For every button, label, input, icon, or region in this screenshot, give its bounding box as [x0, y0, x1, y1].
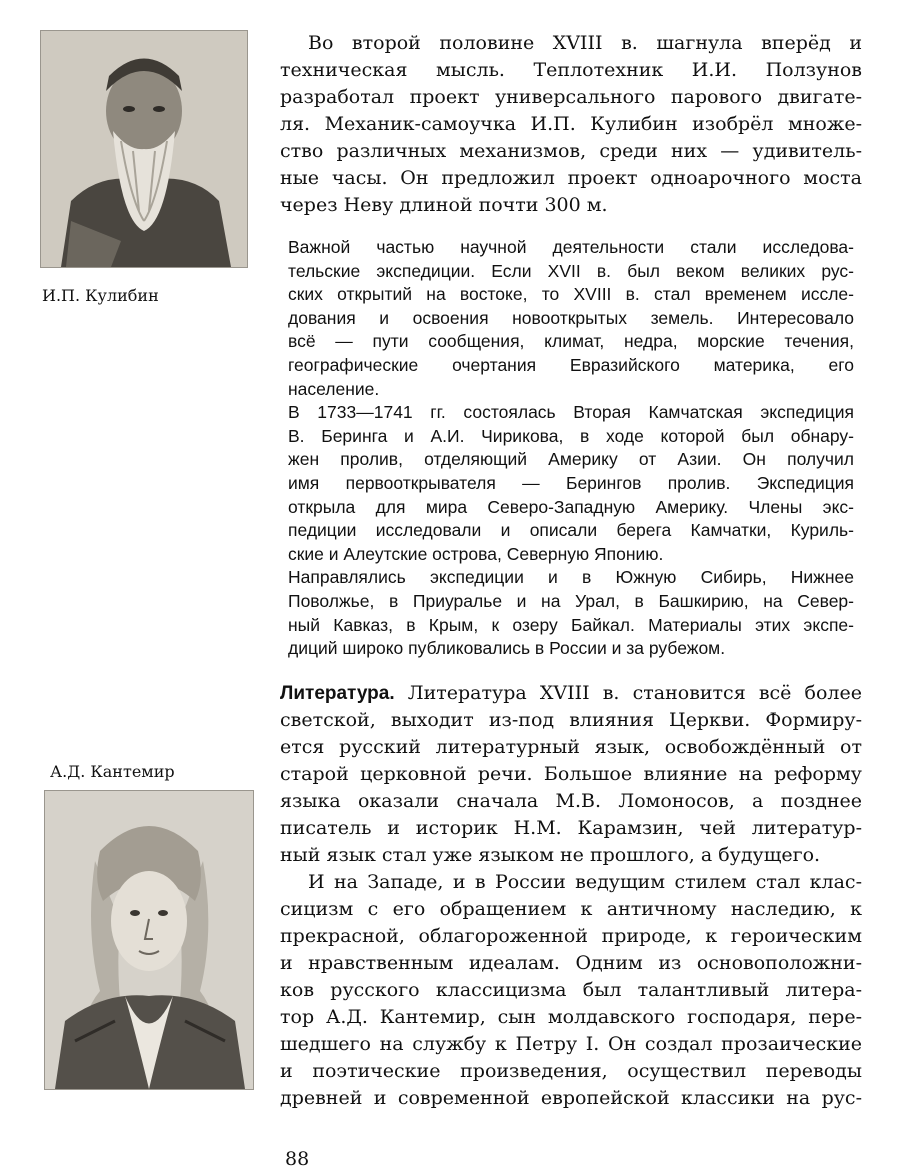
text-line: ские и Алеутские острова, Северную Японию.: [288, 543, 664, 564]
text-line: ских открытий на востоке, то XVIII в. стал временем иссле-: [288, 284, 854, 305]
kantemir-caption: А.Д. Кантемир: [50, 762, 175, 781]
text-line: жен пролив, отделяющий Америку от Азии. Он получил: [288, 449, 854, 470]
intro-paragraph: [280, 30, 862, 219]
text-line: В. Беринга и А.И. Чирикова, в ходе которой был обнару-: [288, 425, 854, 446]
text-line: И на Западе, и в России ведущим стилем стал клас-: [308, 871, 862, 893]
text-line: имя первооткрывателя — Берингов пролив. Экспедиция: [288, 472, 854, 493]
text-line: техническая мысль. Теплотехник И.И. Ползунов: [280, 59, 862, 81]
text-line: ля. Механик-самоучка И.П. Кулибин изобрёл множе-: [280, 113, 862, 135]
text-line: всё — пути сообщения, климат, недра, морские течения,: [288, 331, 854, 352]
text-line: Поволжье, в Приуралье и на Урал, в Башкирию, на Север-: [288, 590, 854, 611]
text-line: тельские экспедиции. Если XVII в. был веком великих рус-: [288, 260, 854, 281]
text-line: ный язык стал уже языком не прошлого, а будущего.: [280, 844, 821, 866]
kantemir-portrait: [44, 790, 254, 1090]
kulibin-portrait: [40, 30, 248, 268]
text-line: светской, выходит из-под влияния Церкви. Формиру-: [280, 709, 862, 731]
text-line: прекрасной, облагороженной природе, к героическим: [280, 925, 862, 947]
expeditions-block: [288, 236, 854, 661]
text-line: языка оказали сначала М.В. Ломоносов, а позднее: [280, 790, 862, 812]
text-line: через Неву длиной почти 300 м.: [280, 194, 608, 216]
text-line: дования и освоения новооткрытых земель. Интересовало: [288, 307, 854, 328]
text-line: старой церковной речи. Большое влияние на реформу: [280, 763, 862, 785]
text-line: диций широко публиковались в России и за рубежом.: [288, 638, 726, 659]
text-line: Важной частью научной деятельности стали исследова-: [288, 237, 854, 257]
text-line: ство различных механизмов, среди них — удивитель-: [280, 140, 862, 162]
text-line: разработал проект универсального парового двигате-: [280, 86, 862, 108]
text-line: Направлялись экспедиции и в Южную Сибирь, Нижнее: [288, 567, 854, 588]
text-line: педиции исследовали и описали берега Камчатки, Куриль-: [288, 520, 854, 541]
text-line: [280, 680, 862, 707]
text-line: и поэтические произведения, осуществил переводы: [280, 1060, 862, 1082]
text-line: ков русского классицизма был талантливый литера-: [280, 979, 862, 1001]
text-line: древней и современной европейской классики на рус-: [280, 1087, 862, 1109]
text-line: Во второй половине XVIII в. шагнула вперёд и: [308, 32, 862, 54]
text-line: тор А.Д. Кантемир, сын молдавского господаря, пере-: [280, 1006, 862, 1028]
kulibin-caption: И.П. Кулибин: [42, 286, 159, 305]
text-line: географические очертания Евразийского материка, его: [288, 354, 854, 375]
literature-heading: Литература.: [280, 683, 395, 704]
literature-paragraph: [280, 680, 862, 869]
kantemir-engraving-icon: [45, 791, 253, 1089]
page-number: 88: [285, 1148, 310, 1170]
text-line: шедшего на службу к Петру I. Он создал прозаические: [280, 1033, 862, 1055]
classicism-paragraph: [280, 869, 862, 1112]
text-line: ный Кавказ, в Крым, к озеру Байкал. Материалы этих экспе-: [288, 614, 854, 635]
text-line: открыла для мира Северо-Западную Америку. Члены экс-: [288, 496, 854, 517]
text-line: ется русский литературный язык, освобождённый от: [280, 736, 862, 758]
text-line: В 1733—1741 гг. состоялась Вторая Камчатская экспедиция: [288, 402, 854, 423]
text-line: писатель и историк Н.М. Карамзин, чей литератур-: [280, 817, 862, 839]
text-line: сицизм с его обращением к античному наследию, к: [280, 898, 862, 920]
text-line: население.: [288, 378, 380, 399]
kulibin-engraving-icon: [41, 31, 247, 267]
text-fragment: Литература XVIII в. становится всё более: [394, 682, 862, 704]
text-line: и нравственным идеалам. Одним из основоположни-: [280, 952, 862, 974]
text-line: ные часы. Он предложил проект одноарочного моста: [280, 167, 862, 189]
